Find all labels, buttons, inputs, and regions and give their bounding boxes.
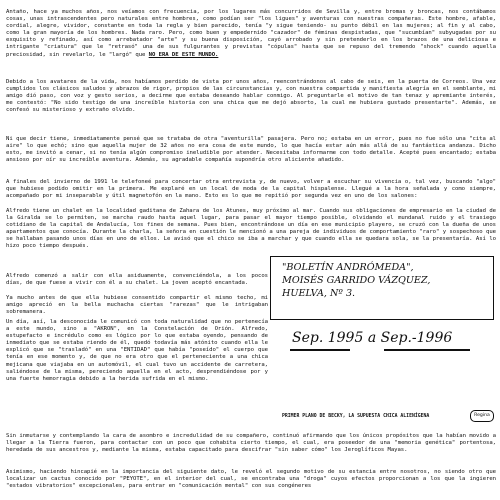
- paragraph-1: Antaño, hace ya muchos años, nos veíamos con frecuencia, por los lugares más concurridos de Sevilla y, entre bromas y broncas, nos contábamos cosas, unas intrascendentes pero naturales entre hombres, como podían ser "los ligues" y aventuras con nuestras compañeras. Este hombre, afable, cordial, alegre, vividor, constante en toda la regla y bien parecido, tenía "y sigue teniendo- su punto débil en las mujeres; al fin y al cabo, como la gran mayoría de los hombres. Nada raro. Pero, como buen y empedernido "cazador" de féminas despistadas, que "sucumbían" subyugadas por su exquisito y refinado, así como arrebatador "arte" y su buena disposición, cayó arrobado y sin pretenderlo en los brazos de una deliciosa e intrigante "criatura" que le "retrasó" una de sus fulgurantes y previstas "cópulas" hasta que se repuso del tremendo "shock" cuando aquella preciosidad, sin revelarlo, le "largó" que NO ERA DE ESTE MUNDO.: [6, 8, 496, 58]
- date-underline-right: [384, 349, 470, 351]
- photo-caption: PRIMER PLANO DE BECKY, LA SUPUESTA CHICA ALIENÍGENA: [282, 414, 430, 419]
- highlight-not-of-this-world: NO ERA DE ESTE MUNDO.: [148, 51, 219, 58]
- paragraph-4: A finales del invierno de 1991 le telefoneé para concertar otra entrevista y, de nuevo, volver a escuchar su vivencia o, tal vez, buscando "algo" que hubiese podido omitir en la primera. Me explaré en un local de moda de la capital hispalense. Llegué a la hora señalada y como siempre, acompañado por mi inseparable y útil magnetofón en la mano. Esto es lo que me repitió por segunda vez en uno de los salones:: [6, 178, 496, 199]
- handwritten-date-range: Sep. 1995 a Sep.-1996: [292, 330, 453, 346]
- paragraph-9: Sin inmutarse y contemplando la cara de asombro e incredulidad de su compañero, continuó afirmando que los únicos propósitos que la habían movido a llegar a la Tierra fueron, para contactar con un poco que cohabita cierto tiempo, el cual, era poseedor de una "memoria genética" portentosa, heredada de sus ancestros y, mediante la misma, estaba capacitado para descifrar "sin saber cómo" los Jeroglíficos Mayas.: [6, 432, 496, 453]
- paragraph-2: Debido a los avatares de la vida, nos habíamos perdido de vista por unos años, reencontrándonos al cabo de seis, en la puerta de Correos. Una vez cumplidos los clásicos saludos y abrazos de rigor, propios de las circunstancias y, con nuestra compartida y manifiesta alegría en el semblante, mi amigo dió paso, con voz y gesto serios, a decirme que estaba deseando hablar conmigo. Al preguntarle el motivo de tan tenaz y apremiante interés, me contestó: "No sido testigo de una increíble historia con una chica que me dejó absorto, la cual me hubiera gustado presentarte". Además, se confesó su misterioso y extraño olvido.: [6, 78, 496, 114]
- date-underline-left: [290, 349, 350, 351]
- stamp: Regina: [470, 410, 494, 422]
- paragraph-10: Asimismo, haciendo hincapié en la importancia del siguiente dato, le reveló el segundo motivo de su estancia entre nosotros, no siendo otro que localizar un cactus conocido por "PEYOTE", en el interior del cual, se encontraba una "droga" cuyos efectos proporcionan a los que la ingieren "estados vibratorios" excepcionales, para entrar en "comunicación mental" con sus congéneres: [6, 468, 496, 489]
- note-line-2: MOISÉS GARRIDO VÁZQUEZ,: [282, 275, 431, 286]
- paragraph-8: Un día, así, la desconocida le comunicó con toda naturalidad que no pertenecía a este mundo, sino a "AKRON", en la Constelación de Orión. Alfredo, estupefacto e incrédulo como es lógico por lo que estaba oyendo, pensando de inmediato que se estaba riendo de él, quedó todavía más atónito cuando ella le explicó que se "trasladó" en una "ENTIDAD" que había "poseído" el cuerpo que tenía en ese momento y, de que no era otro que el perteneciente a una chica mejicana que viajaba en un automóvil, el cual tuvo un accidente de carretera, saliéndose de la misma, pereciendo aquella en el acto, desprendiéndose por y una fuerte hemorragia debido a la herida sufrida en el mismo.: [6, 318, 268, 382]
- paragraph-5: Alfredo tiene un chalet en la localidad gaditana de Zahara de los Atunes, muy próximo al mar. Cuando sus obligaciones de empresario en la ciudad de la Giralda se lo permiten, se marcha raudo hasta aquel lugar, para pasar el mayor tiempo posible, olvidando el mundanal ruido y el trasiego cotidiano de la capital de Andalucía, los fines de semana. Pues bien, encontrándose un día en ese municipio playero, se cruzó con la dueña de unos apartamentos que conocía. Durante la charla, la señora en cuestión le mencionó a una pareja de individuos de comportamiento "raro" y sospechoso que se hallaban pasando unos días en uno de ellos. Le avisó que el chico se iba a marchar y que cuando ella se quedara sola, se la presentaría. Así lo hizo poco tiempo después.: [6, 207, 496, 250]
- paragraph-3: Ni que decir tiene, inmediatamente pensé que se trataba de otra "aventurilla" pasajera. Pero no; estaba en un error, pues no fue sólo una "cita al aire" lo que echó; sino que aquella mujer de 32 años no era cosa de este mundo, lo que hacía estar aún más allá de su fantástica andanza. Dicho esto, me invitó a cenar, si no tenía algún compromiso ineludible por atender. Necesitaba informarme con todo detalle. Acepté pues encantado; estaba ansioso por oír su increíble aventura. Además, su agradable compañía supondría otro aliciente añadido.: [6, 135, 496, 164]
- paragraph-7: Ya mucho antes de que ella hubiese consentido compartir el mismo techo, mi amigo apreció en la bella muchacha ciertas "rarezas" que le intrigaban sobremanera.: [6, 294, 268, 315]
- paragraph-6: Alfredo comenzó a salir con ella asiduamente, convenciéndola, a los pocos días, de que fuese a vivir con él a su chalet. La joven aceptó encantada.: [6, 272, 268, 286]
- note-line-1: "BOLETÍN ANDRÓMEDA",: [282, 262, 414, 273]
- note-line-3: HUELVA, Nº 3.: [282, 288, 356, 299]
